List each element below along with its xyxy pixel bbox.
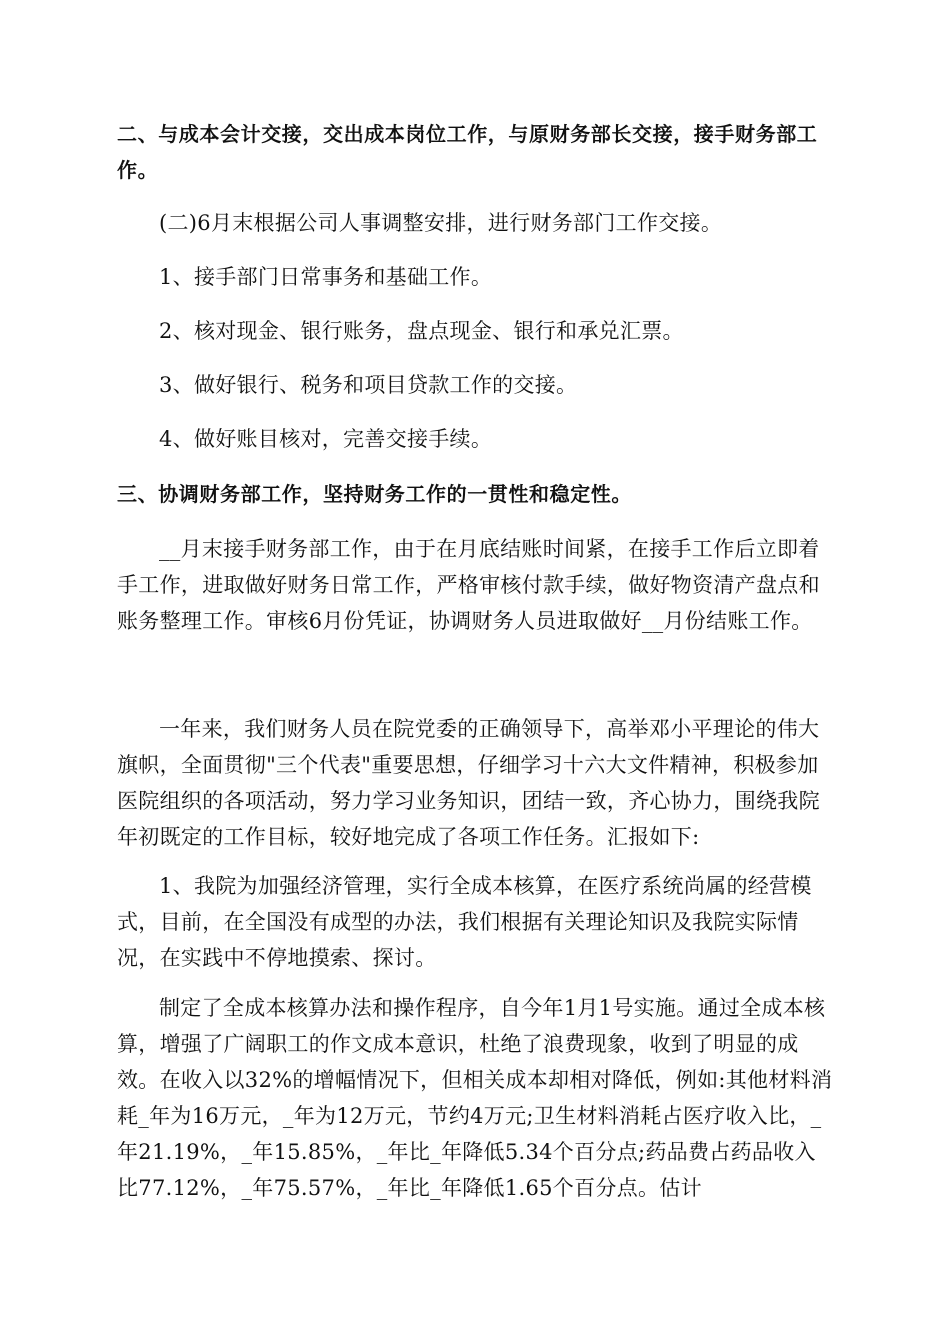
body-paragraph: __月末接手财务部工作，由于在月底结账时间紧，在接手工作后立即着手工作，进取做好财务日常工作，严格审核付款手续，做好物资清产盘点和账务整理工作。审核6月份凭证，协调财务人员进取做好__月份结账工作。 <box>117 537 820 633</box>
list-item: 2、核对现金、银行账务，盘点现金、银行和承兑汇票。 <box>159 319 684 343</box>
body-paragraph: 1、我院为加强经济管理，实行全成本核算，在医疗系统尚属的经营模式，目前，在全国没有成型的办法，我们根据有关理论知识及我院实际情况，在实践中不停地摸索、探讨。 <box>117 874 812 970</box>
body-paragraph: 一年来，我们财务人员在院党委的正确领导下，高举邓小平理论的伟大旗帜，全面贯彻"三个代表"重要思想，仔细学习十六大文件精神，积极参加医院组织的各项活动，努力学习业务知识，团结一致，齐心协力，围绕我院年初既定的工作目标，较好地完成了各项工作任务。汇报如下: <box>117 717 820 849</box>
list-item: 4、做好账目核对，完善交接手续。 <box>159 427 493 451</box>
list-item: 3、做好银行、税务和项目贷款工作的交接。 <box>159 373 578 397</box>
list-item: 1、接手部门日常事务和基础工作。 <box>159 265 493 289</box>
body-paragraph: 制定了全成本核算办法和操作程序，自今年1月1号实施。通过全成本核算，增强了广阔职工的作文成本意识，杜绝了浪费现象，收到了明显的成效。在收入以32%的增幅情况下，但相关成本却相对降低，例如:其他材料消耗_年为16万元，_年为12万元，节约4万元;卫生材料消耗占医疗收入比，_年21.19%，_年15.85%，_年比_年降低5.34个百分点;药品费占药品收入比77.12%，_年75.57%，_年比_年降低1.65个百分点。估计 <box>117 996 833 1200</box>
body-paragraph: (二)6月末根据公司人事调整安排，进行财务部门工作交接。 <box>159 211 723 235</box>
section-heading-2: 二、与成本会计交接，交出成本岗位工作，与原财务部长交接，接手财务部工作。 <box>117 122 818 182</box>
section-heading-3: 三、协调财务部工作，坚持财务工作的一贯性和稳定性。 <box>117 482 632 506</box>
